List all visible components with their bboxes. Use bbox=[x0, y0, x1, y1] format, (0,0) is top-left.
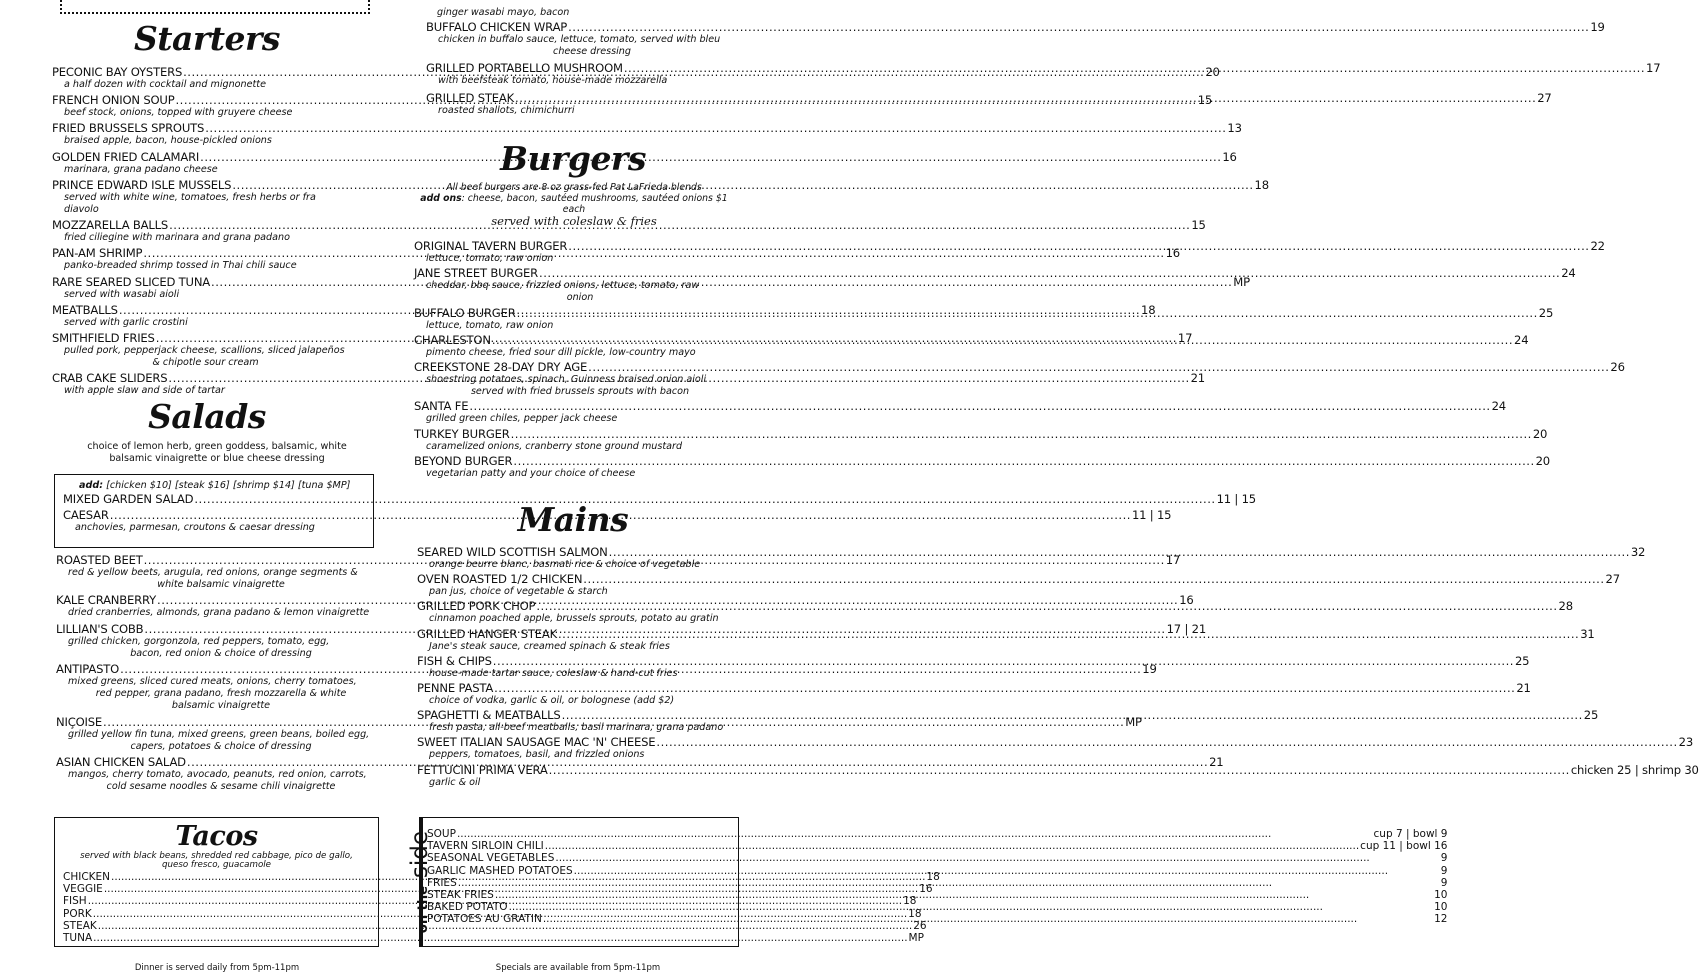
leader-dots bbox=[493, 655, 1514, 668]
item-name: BEYOND BURGER bbox=[414, 453, 513, 468]
item-price: 16 bbox=[1179, 593, 1194, 608]
item-name: TUNA bbox=[63, 932, 93, 945]
item-price: 16 bbox=[919, 883, 933, 896]
item-price: 26 bbox=[1610, 360, 1625, 375]
burgers-note-1: All beef burgers are 8 oz grass-fed Pat LaFrieda blends bbox=[446, 182, 702, 193]
item-price: 9 bbox=[1440, 852, 1448, 865]
item-name: NIÇOISE bbox=[56, 714, 103, 729]
item-price: 16 bbox=[1222, 149, 1237, 164]
item-description: house-made tartar sauce, coleslaw & hand-cut fries bbox=[429, 667, 678, 679]
burgers-title: Burgers bbox=[500, 139, 646, 178]
item-description: orange beurre blanc, basmati rice & choice of vegetable bbox=[429, 559, 701, 570]
item-price: 21 bbox=[1190, 371, 1205, 386]
tacos-note-line-1: served with black beans, shredded red cabbage, pico de gallo, bbox=[80, 851, 353, 861]
item-price: 9 bbox=[1440, 864, 1448, 877]
leader-dots bbox=[558, 628, 1579, 641]
item-price: 19 bbox=[1590, 20, 1605, 34]
item-name: GRILLED PORTABELLO MUSHROOM bbox=[426, 61, 623, 76]
item-name: PAN-AM SHRIMP bbox=[52, 246, 143, 261]
item-description: braised apple, bacon, house-pickled onions bbox=[64, 135, 272, 147]
item-description: white balsamic vinaigrette bbox=[157, 579, 285, 591]
item-name: LILLIAN'S COBB bbox=[56, 621, 144, 636]
item-name: BUFFALO BURGER bbox=[414, 305, 516, 320]
item-name: SMITHFIELD FRIES bbox=[52, 331, 155, 346]
sides-list bbox=[423, 818, 1455, 946]
item-description: bacon, red onion & choice of dressing bbox=[130, 647, 312, 659]
item-name: STEAK FRIES bbox=[427, 889, 494, 902]
item-price: 10 bbox=[1434, 901, 1448, 914]
leader-dots bbox=[509, 901, 1434, 913]
item-price: 18 bbox=[903, 895, 917, 908]
item-price: 18 bbox=[1254, 177, 1269, 192]
item-name: CHICKEN bbox=[63, 871, 111, 883]
menu-item bbox=[427, 840, 1447, 852]
item-price: cup 11 | bowl 16 bbox=[1360, 840, 1448, 853]
burgers-addons-each: each bbox=[562, 204, 586, 215]
item-description: Jane's steak sauce, creamed spinach & steak fries bbox=[429, 640, 670, 652]
item-name: SEARED WILD SCOTTISH SALMON bbox=[417, 545, 608, 559]
leader-dots bbox=[469, 400, 1490, 413]
mains-title: Mains bbox=[517, 500, 629, 539]
leader-dots bbox=[205, 122, 1226, 135]
item-price: MP bbox=[908, 932, 924, 945]
menu-item bbox=[427, 889, 1447, 901]
leader-dots bbox=[517, 307, 1538, 320]
item-description: served with garlic crostini bbox=[64, 316, 188, 328]
item-price: 20 bbox=[1205, 65, 1220, 79]
item-description: lettuce, tomato, raw onion bbox=[426, 253, 554, 264]
footer-right: Specials are available from 5pm-11pm bbox=[495, 963, 661, 973]
item-price: 24 bbox=[1491, 399, 1506, 414]
item-price: 25 bbox=[1583, 708, 1599, 723]
item-name: ASIAN CHICKEN SALAD bbox=[56, 755, 186, 770]
burgers-note bbox=[413, 182, 735, 228]
salads-add-line bbox=[79, 480, 373, 491]
leader-dots bbox=[588, 361, 1609, 374]
item-name: BAKED POTATO bbox=[427, 901, 508, 914]
top-right-desc: ginger wasabi mayo, bacon bbox=[437, 7, 570, 18]
item-description: lettuce, tomato, raw onion bbox=[426, 319, 554, 331]
tacos-title: Tacos bbox=[175, 821, 258, 852]
item-price: 32 bbox=[1630, 545, 1646, 559]
menu-item bbox=[52, 149, 1237, 164]
leader-dots bbox=[457, 828, 1373, 840]
sides-label bbox=[407, 831, 433, 933]
menu-item bbox=[414, 426, 1548, 441]
item-description: shoestring potatoes, spinach, Guinness braised onion aioli bbox=[426, 374, 707, 386]
item-name: MIXED GARDEN SALAD bbox=[63, 492, 194, 506]
item-name: PRINCE EDWARD ISLE MUSSELS bbox=[52, 177, 232, 192]
item-name: PORK bbox=[63, 907, 92, 920]
item-description: red & yellow beets, arugula, red onions, orange segments & bbox=[68, 567, 358, 578]
leader-dots bbox=[536, 600, 1557, 613]
item-description: served with fried brussels sprouts with bacon bbox=[470, 386, 690, 398]
item-description: cheese dressing bbox=[553, 46, 631, 58]
salads-title: Salads bbox=[148, 397, 266, 436]
burgers-addons-text: : cheese, bacon, sautéed mushrooms, sautéed onions $1 bbox=[461, 193, 728, 204]
leader-dots bbox=[549, 764, 1570, 777]
item-description: panko-breaded shrimp tossed in Thai chili sauce bbox=[64, 260, 297, 272]
menu-item bbox=[427, 852, 1447, 864]
item-name: GRILLED PORK CHOP bbox=[417, 599, 536, 614]
item-price: MP bbox=[1125, 714, 1142, 729]
item-price: 26 bbox=[913, 919, 927, 932]
leader-dots bbox=[555, 852, 1439, 864]
item-name: GRILLED STEAK bbox=[426, 90, 515, 105]
item-price: 18 bbox=[1141, 302, 1156, 317]
sides-label-on: on the bbox=[416, 886, 431, 934]
menu-item bbox=[63, 932, 924, 945]
item-price: 16 bbox=[1165, 246, 1180, 261]
item-price: 28 bbox=[1558, 599, 1573, 614]
salads-add-text: [chicken $10] [steak $16] [shrimp $14] [tuna $MP] bbox=[106, 480, 351, 491]
item-price: 11 | 15 bbox=[1216, 492, 1256, 506]
top-dotted-box bbox=[60, 0, 370, 14]
item-price: 15 bbox=[1191, 218, 1206, 233]
item-price: MP bbox=[1233, 274, 1250, 289]
item-name: RARE SEARED SLICED TUNA bbox=[52, 274, 211, 289]
item-name: TAVERN SIRLOIN CHILI bbox=[427, 840, 544, 853]
item-description: served with wasabi aioli bbox=[64, 288, 180, 300]
item-description: beef stock, onions, topped with gruyere cheese bbox=[64, 107, 293, 119]
item-description: anchovies, parmesan, croutons & caesar dressing bbox=[75, 522, 315, 533]
item-price: 13 bbox=[1227, 121, 1242, 136]
item-price: 19 bbox=[1142, 662, 1157, 677]
item-price: 12 bbox=[1434, 913, 1448, 926]
leader-dots bbox=[539, 267, 1560, 280]
item-name: SEASONAL VEGETABLES bbox=[427, 852, 555, 865]
item-price: chicken 25 | shrimp 30 bbox=[1570, 762, 1699, 777]
item-description: mixed greens, sliced cured meats, onions, cherry tomatoes, bbox=[68, 676, 357, 688]
item-description: fresh pasta, all-beef meatballs, basil marinara, grana padano bbox=[429, 722, 724, 734]
leader-dots bbox=[574, 865, 1440, 877]
leader-dots bbox=[583, 573, 1604, 586]
menu-item bbox=[414, 360, 1625, 375]
item-name: TURKEY BURGER bbox=[414, 426, 510, 441]
item-price: 17 | 21 bbox=[1166, 621, 1206, 636]
item-description: mangos, cherry tomato, avocado, peanuts, red onion, carrots, bbox=[68, 769, 367, 781]
item-name: BUFFALO CHICKEN WRAP bbox=[426, 20, 568, 34]
item-description: served with white wine, tomatoes, fresh herbs or fra diavolo bbox=[64, 191, 316, 216]
item-description: pan jus, choice of vegetable & starch bbox=[429, 586, 608, 598]
leader-dots bbox=[545, 840, 1359, 852]
menu-item bbox=[52, 121, 1242, 136]
item-name: ROASTED BEET bbox=[56, 553, 143, 567]
item-description: with beefsteak tomato, house-made mozzarella bbox=[438, 75, 668, 87]
item-description: caramelized onions, cranberry stone ground mustard bbox=[426, 440, 683, 452]
item-name: FRIES bbox=[427, 876, 457, 889]
leader-dots bbox=[568, 240, 1589, 253]
item-name: POTATOES AU GRATIN bbox=[427, 913, 542, 926]
item-name: PENNE PASTA bbox=[417, 681, 494, 696]
item-price: 21 bbox=[1209, 755, 1224, 770]
menu-item bbox=[414, 266, 1576, 281]
item-name: CREEKSTONE 28-DAY DRY AGE bbox=[414, 360, 588, 375]
burgers-addons-label: add ons bbox=[420, 193, 462, 204]
item-price: 23 bbox=[1678, 735, 1693, 750]
salads-note bbox=[52, 441, 382, 465]
item-name: VEGGIE bbox=[63, 883, 103, 896]
item-name: GOLDEN FRIED CALAMARI bbox=[52, 149, 200, 164]
item-description: capers, potatoes & choice of dressing bbox=[130, 740, 312, 752]
item-price: 20 bbox=[1535, 453, 1550, 468]
item-name: JANE STREET BURGER bbox=[414, 266, 539, 281]
item-description: grilled green chiles, pepper jack cheese bbox=[426, 413, 618, 425]
menu-item bbox=[414, 239, 1605, 253]
item-description: pimento cheese, fried sour dill pickle, low-country mayo bbox=[426, 346, 696, 358]
item-price: 9 bbox=[1440, 876, 1448, 889]
item-name: SOUP bbox=[427, 828, 456, 840]
item-description: cold sesame noodles & sesame chili vinaigrette bbox=[106, 781, 336, 793]
leader-dots bbox=[568, 21, 1589, 34]
item-name: SWEET ITALIAN SAUSAGE MAC 'N' CHEESE bbox=[417, 735, 656, 750]
item-name: FETTUCINI PRIMA VERA bbox=[417, 762, 548, 777]
leader-dots bbox=[562, 709, 1583, 722]
item-name: KALE CRANBERRY bbox=[56, 593, 157, 608]
item-name: GARLIC MASHED POTATOES bbox=[427, 864, 573, 877]
menu-item bbox=[63, 508, 1172, 522]
menu-item bbox=[427, 877, 1447, 889]
footer-left: Dinner is served daily from 5pm-11pm bbox=[134, 963, 300, 973]
item-price: 24 bbox=[1561, 266, 1576, 281]
menu-item bbox=[417, 572, 1620, 587]
starters-title: Starters bbox=[133, 19, 281, 58]
item-description: red pepper, grana padano, fresh mozzarella & white bbox=[95, 688, 347, 700]
item-description: onion bbox=[566, 292, 594, 304]
item-name: CHARLESTON bbox=[414, 332, 491, 347]
item-price: 17 bbox=[1646, 61, 1661, 76]
item-description: cinnamon poached apple, brussels sprouts, potato au gratin bbox=[429, 613, 719, 625]
item-price: 25 bbox=[1538, 305, 1554, 320]
item-description: garlic & oil bbox=[429, 776, 481, 788]
item-name: FRIED BRUSSELS SPROUTS bbox=[52, 121, 205, 136]
tacos-note-line-2: queso fresco, guacamole bbox=[161, 860, 272, 870]
menu-item bbox=[417, 681, 1531, 696]
sides-label-panel bbox=[407, 818, 433, 946]
item-description: vegetarian patty and your choice of cheese bbox=[426, 467, 636, 479]
item-description: cheddar, bbq sauce, frizzled onions, lettuce, tomato, raw bbox=[426, 280, 700, 292]
item-price: 27 bbox=[1605, 572, 1620, 587]
item-name: FRENCH ONION SOUP bbox=[52, 93, 175, 108]
item-name: SPAGHETTI & MEATBALLS bbox=[417, 708, 561, 723]
leader-dots bbox=[513, 455, 1534, 468]
item-description: dried cranberries, almonds, grana padano & lemon vinaigrette bbox=[68, 607, 370, 619]
menu-item bbox=[414, 453, 1550, 468]
menu-item bbox=[417, 545, 1646, 559]
item-description: & chipotle sour cream bbox=[152, 357, 259, 369]
item-price: 17 bbox=[1177, 331, 1193, 346]
item-price: 18 bbox=[926, 871, 940, 883]
item-description: choice of vodka, garlic & oil, or bolognese (add $2) bbox=[429, 695, 675, 707]
leader-dots bbox=[624, 62, 1645, 75]
item-price: 18 bbox=[908, 907, 922, 920]
burgers-addons bbox=[413, 193, 735, 204]
leader-dots bbox=[511, 428, 1532, 441]
item-price: 24 bbox=[1514, 332, 1529, 347]
item-description: grilled chicken, gorgonzola, red peppers, tomato, egg, bbox=[68, 635, 330, 647]
leader-dots bbox=[656, 736, 1677, 749]
menu-item bbox=[417, 653, 1530, 668]
burgers-served: served with coleslaw & fries bbox=[491, 214, 657, 228]
item-name: MEATBALLS bbox=[52, 302, 118, 317]
item-price: 25 bbox=[1514, 653, 1530, 668]
item-description: pulled pork, pepperjack cheese, scallions, sliced jalapeños bbox=[64, 345, 345, 357]
item-name: SANTA FE bbox=[414, 399, 469, 414]
leader-dots bbox=[495, 889, 1433, 901]
item-price: 31 bbox=[1580, 626, 1595, 641]
leader-dots bbox=[494, 682, 1515, 695]
item-name: CAESAR bbox=[63, 508, 109, 522]
leader-dots bbox=[543, 913, 1433, 925]
item-name: FISH & CHIPS bbox=[417, 653, 492, 668]
item-description: balsamic vinaigrette bbox=[171, 700, 271, 712]
leader-dots bbox=[232, 179, 1253, 192]
item-name: STEAK bbox=[63, 919, 97, 932]
item-description: peppers, tomatoes, basil, and frizzled onions bbox=[429, 749, 645, 761]
menu-item bbox=[426, 20, 1605, 34]
menu-item bbox=[427, 901, 1447, 913]
item-name: FISH bbox=[63, 895, 87, 908]
item-name: ANTIPASTO bbox=[56, 662, 120, 677]
item-name: CRAB CAKE SLIDERS bbox=[52, 371, 168, 386]
item-price: 27 bbox=[1537, 90, 1552, 105]
sides-label-side: side bbox=[407, 830, 433, 879]
menu-item bbox=[427, 828, 1447, 840]
menu-item bbox=[427, 865, 1447, 877]
item-description: chicken in buffalo sauce, lettuce, tomato, served with bleu bbox=[438, 34, 721, 45]
item-name: MOZZARELLA BALLS bbox=[52, 218, 169, 233]
tacos-note bbox=[55, 852, 378, 870]
menu-item bbox=[414, 399, 1506, 414]
item-description: marinara, grana padano cheese bbox=[64, 163, 218, 175]
item-description: with apple slaw and side of tartar bbox=[64, 385, 225, 397]
item-name: OVEN ROASTED 1/2 CHICKEN bbox=[417, 572, 583, 587]
menu-item bbox=[417, 735, 1693, 750]
item-name: GRILLED HANGER STEAK bbox=[417, 626, 557, 641]
item-price: cup 7 | bowl 9 bbox=[1373, 828, 1448, 840]
item-description: fried ciliegine with marinara and grana padano bbox=[64, 232, 290, 244]
item-name: PECONIC BAY OYSTERS bbox=[52, 65, 183, 79]
item-price: 21 bbox=[1516, 681, 1531, 696]
item-price: 20 bbox=[1532, 426, 1548, 441]
item-description: grilled yellow fin tuna, mixed greens, green beans, boiled egg, bbox=[68, 728, 370, 740]
item-price: 15 bbox=[1197, 93, 1213, 108]
top-box-desc bbox=[62, 0, 368, 1]
item-price: 17 bbox=[1165, 553, 1181, 567]
item-name: ORIGINAL TAVERN BURGER bbox=[414, 239, 568, 253]
salads-add-label: add: bbox=[79, 480, 104, 491]
leader-dots bbox=[515, 92, 1536, 108]
leader-dots bbox=[458, 877, 1440, 889]
salads-note-line-1: choice of lemon herb, green goddess, balsamic, white bbox=[87, 441, 347, 452]
leader-dots bbox=[492, 331, 1513, 347]
item-price: 11 | 15 bbox=[1131, 508, 1172, 522]
item-price: 22 bbox=[1590, 239, 1605, 253]
menu-item bbox=[427, 913, 1447, 925]
leader-dots bbox=[609, 546, 1630, 559]
item-description: a half dozen with cocktail and mignonette bbox=[64, 79, 266, 90]
salads-note-line-2: balsamic vinaigrette or blue cheese dressing bbox=[109, 453, 325, 464]
menu-item bbox=[63, 492, 1256, 506]
item-price: 10 bbox=[1434, 889, 1448, 902]
item-description: roasted shallots, chimichurri bbox=[438, 104, 575, 116]
